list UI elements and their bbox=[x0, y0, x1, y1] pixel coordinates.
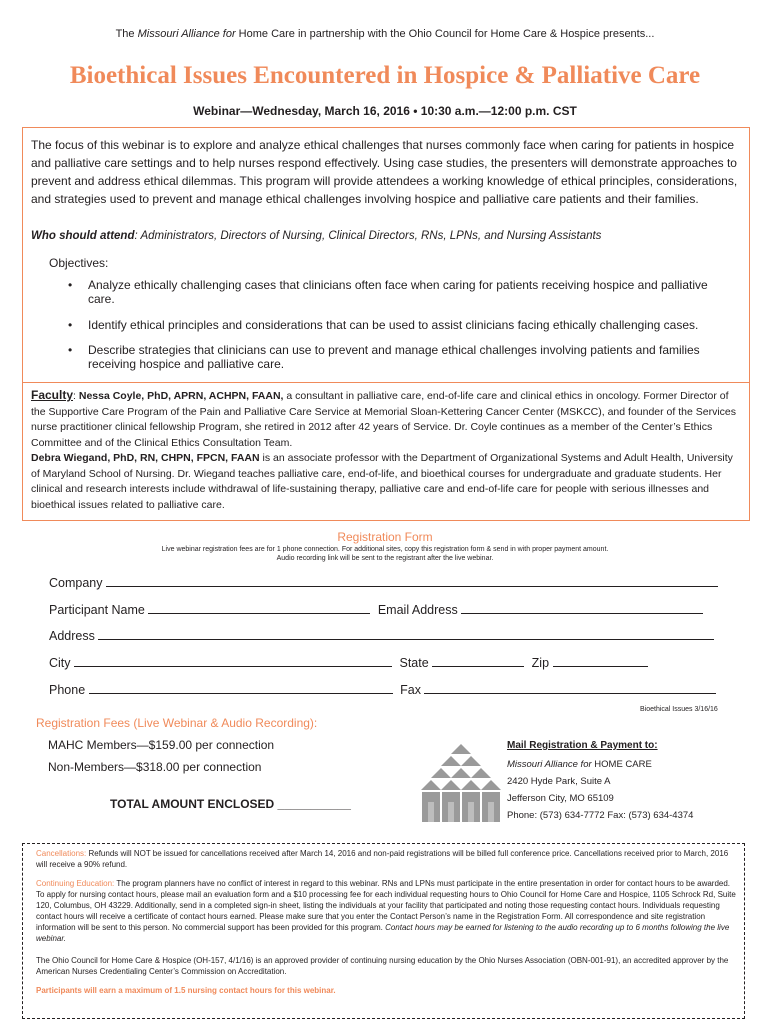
ohio-council-text: The Ohio Council for Home Care & Hospice (OH-157, 4/1/16) is an approved provider of continuing nursing education by the Ohio Nurses Association (OBN-001-91), an accredited approver by the American Nurses Credentialing Center’s Commission on Accreditation. bbox=[36, 956, 729, 976]
address-field[interactable] bbox=[98, 628, 714, 640]
registration-heading: Registration Form bbox=[337, 530, 433, 544]
registration-note: Live webinar registration fees are for 1 phone connection. For additional sites, copy this registration form & send in with proper payment amount. Audio recording link will be sent to the registrant after the live webinar. bbox=[161, 546, 609, 562]
mail-street: 2420 Hyde Park, Suite A bbox=[507, 776, 611, 787]
objective-item: Describe strategies that clinicians can use to prevent and manage ethical challenges involving patients and families receiving hospice and palliative care. bbox=[88, 343, 700, 371]
objective-item: Analyze ethically challenging cases that clinicians often face when caring for patients receiving hospice and palliative care. bbox=[88, 278, 708, 306]
city-row: City State Zip bbox=[49, 655, 648, 670]
stacked-houses-logo-icon bbox=[416, 742, 506, 826]
fee-non-members: Non-Members—$318.00 per connection bbox=[48, 760, 262, 774]
address-row: Address bbox=[49, 628, 714, 643]
total-amount[interactable]: TOTAL AMOUNT ENCLOSED ___________ bbox=[110, 797, 351, 811]
state-field[interactable] bbox=[432, 655, 524, 667]
fee-members: MAHC Members—$159.00 per connection bbox=[48, 738, 275, 752]
phone-field[interactable] bbox=[89, 682, 393, 694]
objective-item: Identify ethical principles and considerations that can be used to assist clinicians facing ethically challenging cases. bbox=[88, 318, 699, 332]
presents-line: The Missouri Alliance for Home Care in partnership with the Ohio Council for Home Care & Hospice presents... bbox=[115, 28, 655, 40]
faculty-name-coyle: Nessa Coyle, PhD, APRN, ACHPN, FAAN, bbox=[78, 390, 284, 402]
who-should-attend: Who should attend: Administrators, Directors of Nursing, Clinical Directors, RNs, LPNs, and Nursing Assistants bbox=[31, 230, 602, 242]
city-field[interactable] bbox=[74, 655, 392, 667]
webinar-date: Webinar—Wednesday, March 16, 2016 • 10:30 a.m.—12:00 p.m. CST bbox=[193, 104, 577, 118]
continuing-education-text: Continuing Education: The program planners have no conflict of interest in regard to this webinar. RNs and LPNs must participate in the entire presentation in order for contact hours to be awarded. To apply for nursing contact hours, please mail an evaluation form and a $10 processing fee for each individual requesting hours to Ohio Council for Home Care and Hospice, 1105 Schrock Rd, Suite 120, Columbus, OH 43229. Additionally, send in a completed sign-in sheet, listing the individuals at your facility that participated and noting those requesting contact hours. Individuals requesting contact hours will receive a certificate of contact hours earned. Please make sure that you enter the Contact Person’s name in the Registration Form. All correspondence and site registration information will be sent to this person. No commercial support has been provided for this program. Contact hours may be earned for listening to the audio recording up to 6 months following the live webinar. bbox=[36, 879, 736, 943]
mail-phone: Phone: (573) 634-7772 Fax: (573) 634-4374 bbox=[507, 810, 694, 821]
faculty-name-wiegand: Debra Wiegand, PhD, RN, CHPN, FPCN, FAAN bbox=[31, 452, 260, 464]
form-id: Bioethical Issues 3/16/16 bbox=[640, 706, 718, 713]
page-title: Bioethical Issues Encountered in Hospice & Palliative Care bbox=[69, 62, 701, 89]
faculty-section: Faculty: Nessa Coyle, PhD, APRN, ACHPN, FAAN, a consultant in palliative care, end-of-life care and clinical ethics in oncology. Former Director of the Supportive Care Program of the Pain and Palliative Care Service at Memorial Sloan-Kettering Cancer Center (MSKCC), and founder of the Services nurse practitioner clinical fellowship Program, she retired in 2012 after 42 years of Service. Dr. Coyle continues as a member of the Center’s Ethics Committee and of the Clinical Ethics Consultation Team. Debra Wiegand, PhD, RN, CHPN, FPCN, FAAN is an associate professor with the Department of Organizational Systems and Adult Health, University of Maryland School of Nursing. Dr. Wiegand teaches palliative care, end-of-life, and bioethical courses for undergraduate and graduate students. Her clinical and research interests include withdrawal of life-sustaining therapy, palliative care and end-of-life care for people with serious illnesses and bioethical issues related to palliative care. bbox=[31, 388, 737, 511]
fees-heading: Registration Fees (Live Webinar & Audio Recording): bbox=[36, 716, 318, 730]
phone-row: Phone Fax bbox=[49, 682, 716, 697]
bullet-icon: • bbox=[68, 278, 73, 292]
objectives-heading: Objectives: bbox=[49, 256, 109, 270]
mail-org: Missouri Alliance for HOME CARE bbox=[507, 759, 652, 770]
zip-field[interactable] bbox=[553, 655, 648, 667]
mail-heading: Mail Registration & Payment to: bbox=[507, 740, 658, 751]
participant-name-field[interactable] bbox=[148, 602, 370, 614]
cancellations-text: Cancellations: Refunds will NOT be issued for cancellations received after March 14, 2016 and non-paid registrations will be billed full conference price. Cancellations received prior to March, 2016 will receive a 90% refund. bbox=[36, 849, 729, 869]
fax-field[interactable] bbox=[424, 682, 716, 694]
email-field[interactable] bbox=[461, 602, 703, 614]
participant-row: Participant Name Email Address bbox=[49, 602, 703, 617]
company-row: Company bbox=[49, 575, 718, 590]
mail-city: Jefferson City, MO 65109 bbox=[507, 793, 614, 804]
bullet-icon: • bbox=[68, 343, 73, 357]
company-field[interactable] bbox=[106, 575, 718, 587]
faculty-label: Faculty bbox=[31, 388, 74, 402]
focus-paragraph: The focus of this webinar is to explore and analyze ethical challenges that nurses commonly face when caring for patients in hospice and palliative care settings and to help nurses respond effectively. Using case studies, the presenters will demonstrate approaches to prevent and address ethical dilemmas. This program will provide attendees a working knowledge of ethical principles, considerations, and strategies used to prevent and manage ethical challenges involving hospice and palliative care patients and their families. bbox=[31, 138, 738, 206]
bullet-icon: • bbox=[68, 318, 73, 332]
contact-hours-max: Participants will earn a maximum of 1.5 nursing contact hours for this webinar. bbox=[36, 986, 336, 995]
